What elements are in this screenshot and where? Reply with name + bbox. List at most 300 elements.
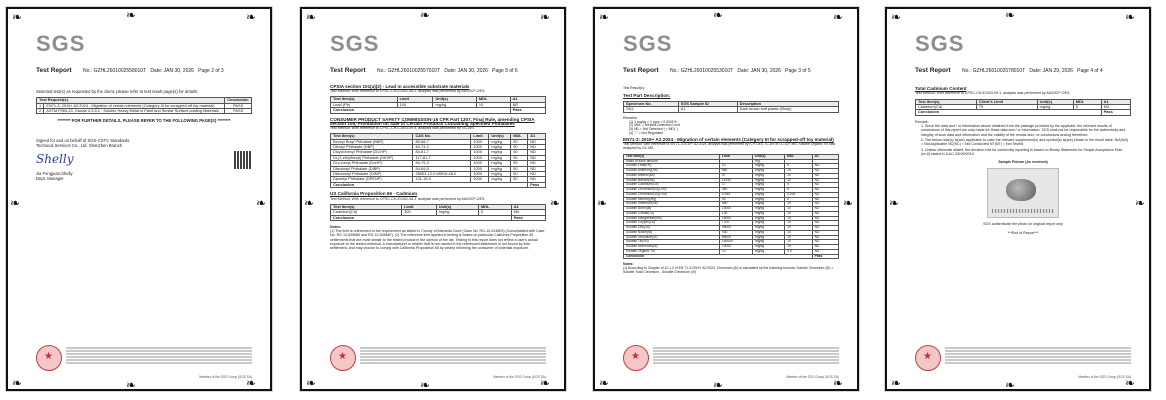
table-cell: 10 — [785, 226, 813, 231]
table-cell: mg/kg — [753, 226, 785, 231]
table-cell: mg/kg — [753, 202, 785, 207]
table-cell: Di-n-hexyl Phthalate (DnHP) — [331, 161, 413, 166]
table-cell: mg/kg — [753, 192, 785, 197]
table-cell: Conclusion — [624, 254, 813, 259]
border-ornament: ❧ — [420, 378, 431, 392]
table-cell: ND — [528, 177, 546, 182]
table-cell: mg/kg — [489, 139, 511, 144]
table-header: A1 — [812, 154, 838, 159]
notes-title: Notes: — [623, 262, 634, 267]
table-cell: 130 — [719, 211, 752, 216]
table-cell: ND — [812, 245, 838, 250]
table-cell: Soluble Copper(Cu) — [624, 221, 720, 226]
table-cell: Soluble Cobalt(Co) — [624, 211, 720, 216]
table-cell: - — [785, 159, 813, 164]
report-number: No.: GZHL2601002553010T — [670, 68, 734, 74]
table-header: Unit(s) — [433, 97, 476, 102]
table-cell: 7700 — [719, 221, 752, 226]
report-title: Test Report — [623, 67, 659, 74]
page-footer — [36, 345, 252, 379]
part-description-table — [623, 101, 839, 113]
table-cell: 460 — [719, 202, 752, 207]
section-title: EN71-3: 2019+ A2:2024 - Migration of certain elements (Category III for scrapped-off toy material) — [623, 137, 834, 143]
table-cell: mg/kg — [489, 155, 511, 160]
sgs-logo: SGS — [915, 31, 965, 56]
table-header: Unit(s) — [436, 204, 478, 209]
table-cell: Soluble Nickel(Ni) — [624, 230, 720, 235]
photo-caption: SGS authenticate the photo on original report only — [983, 222, 1063, 227]
table-header: Test Request(s) — [37, 98, 225, 103]
report-body — [330, 85, 546, 253]
member-text: Member of the SGS Group (SGS SA) — [1078, 375, 1131, 379]
table-header: Unit(s) — [1037, 99, 1073, 104]
table-cell: 10 — [785, 207, 813, 212]
table-cell: - — [812, 159, 838, 164]
table-cell: ND — [511, 210, 545, 215]
table-cell: Conclusion — [331, 182, 528, 187]
table-cell: 100 — [397, 102, 433, 107]
table-cell: 94 — [719, 197, 752, 202]
table-cell: 75 — [976, 105, 1037, 110]
table-cell: 10 — [785, 202, 813, 207]
table-cell: 15000 — [719, 216, 752, 221]
report-date: Date: JAN 30, 2026 — [150, 68, 194, 74]
table-header: Test Item(s) — [331, 97, 398, 102]
report-body — [36, 89, 252, 184]
table-cell: 56000 — [719, 235, 752, 240]
remark-line: (2) MDL = Method Detection Limit — [629, 123, 680, 128]
page-number: Page 2 of 3 — [198, 68, 224, 74]
border-top — [593, 7, 859, 23]
table-cell: 70000 — [719, 245, 752, 250]
border-ornament: ❧ — [889, 196, 900, 210]
table-cell: 18750 — [719, 178, 752, 183]
table-cell: Dark brown soft plastic (Body) — [737, 107, 838, 112]
table-cell: 17 — [719, 183, 752, 188]
table-cell: ND — [812, 178, 838, 183]
section-title: Test Part Description: — [623, 92, 671, 98]
border-ornament: ❧ — [540, 376, 551, 390]
table-cell: 84-69-5 — [413, 166, 471, 171]
report-title: Test Report — [36, 67, 72, 74]
cadmium-table — [330, 204, 546, 221]
table-cell: 1000 — [471, 161, 489, 166]
table-cell: 5 — [1073, 105, 1101, 110]
test-method: Test Method: With reference to CPSC-CH-E1002-08.3, analysis was performed by AAS/ICP-OES. — [330, 196, 486, 201]
total-cadmium-table — [915, 99, 1131, 116]
member-text: Member of the SGS Group (SGS SA) — [786, 375, 839, 379]
report-date: Date: JAN 29, 2026 — [1029, 68, 1073, 74]
table-cell: 46000 — [719, 226, 752, 231]
border-ornament: ❧ — [1125, 10, 1136, 24]
remark-line: 1. Since the data and / or information above obtained from the package provided by the applicant, the relevant results of conclusions of this report are only made for these data and / or information. SGS shall not be responsible for the authenticity and integrity of such data and information and the validity of the results and / or conclusions arising therefrom. — [921, 124, 1126, 137]
signed-statement: Signed for and on behalf of SGS-CSTC Standards Technical Services Co., Ltd. Shenzhen Branch — [36, 137, 130, 148]
page-number: Page 4 of 4 — [1077, 68, 1103, 74]
border-ornament: ❧ — [420, 8, 431, 22]
test-method: Test Method: With reference to CPSC-CH-E1003-09.1, analysis was performed by AAS/ICP-OES. — [915, 91, 1071, 96]
table-cell: mg/kg — [753, 178, 785, 183]
remark-title: Remark: — [915, 119, 929, 124]
border-ornament: ❧ — [306, 10, 317, 24]
table-cell: EN71-3: 2019+ A2:2024 - Migration of certain elements (Category III for scrapped-off toy material) — [44, 103, 225, 108]
table-cell: Diisobutyl Phthalate (DIBP) — [331, 166, 413, 171]
table-cell: 0.025 — [785, 192, 813, 197]
seal-stamp — [915, 345, 941, 371]
table-cell: 50 — [511, 150, 528, 155]
seal-stamp — [330, 345, 356, 371]
table-header: CAS No. — [413, 134, 471, 139]
table-header: A1 — [1101, 99, 1130, 104]
table-cell: ND — [812, 226, 838, 231]
table-header: MDL — [1073, 99, 1101, 104]
table-cell: Conclusion — [331, 215, 512, 220]
star-icon: ★ — [631, 351, 640, 362]
table-cell: mg/kg — [753, 169, 785, 174]
seal-stamp — [623, 345, 649, 371]
table-cell: Soluble Cadmium(Cd) — [624, 183, 720, 188]
table-cell: 47 — [719, 173, 752, 178]
border-ornament: ❧ — [126, 8, 137, 22]
conclusion-row — [916, 110, 1131, 115]
section-title: US California Proposition 65 - Cadmium — [330, 191, 418, 197]
border-ornament: ❧ — [713, 378, 724, 392]
border-ornament: ❧ — [1135, 196, 1146, 210]
table-cell: 5 — [785, 197, 813, 202]
sgs-logo: SGS — [623, 31, 673, 56]
report-header — [36, 67, 252, 74]
border-ornament: ❧ — [540, 10, 551, 24]
conclusion-row — [331, 108, 546, 113]
table-header: Test Item(s) — [624, 154, 720, 159]
table-cell: ND — [812, 197, 838, 202]
page-footer — [623, 345, 839, 379]
remark-line: 2. The below note(s) is(are) applicable to case the relevant supplement(s) and symbol(s) is(are) shown in the result table: N/A(NA) = Not Applicable NC(NC) = Not Conducted NT(NT) = Not Tested — [921, 138, 1129, 147]
table-cell: 1000 — [471, 172, 489, 177]
table-cell: Soluble Aluminum(Al) — [624, 245, 720, 250]
report-page-4 — [884, 6, 1152, 392]
table-cell: 15000 — [719, 207, 752, 212]
border-ornament: ❧ — [891, 376, 902, 390]
table-cell: 460 — [719, 188, 752, 193]
table-cell: 10 — [785, 235, 813, 240]
table-cell: 10 — [785, 245, 813, 250]
report-date: Date: JAN 30, 2026 — [737, 68, 781, 74]
star-icon: ★ — [338, 351, 347, 362]
table-cell: Lead (Pb) — [331, 102, 398, 107]
notes-text: (1) According to Chapter of 10.1.2 of EN 71-3:2019+ A2:2024, Chromium (III) is calculated by the following formula: Soluble Chromium (III) = Soluble Total Chromium - Soluble Chromium (VI) — [623, 266, 834, 275]
border-ornament: ❧ — [833, 10, 844, 24]
ruler — [992, 209, 1054, 213]
table-cell: 12 — [719, 249, 752, 254]
table-cell: Cadmium(Cd) — [916, 105, 977, 110]
table-cell: ND — [812, 192, 838, 197]
table-cell: mg/kg — [753, 164, 785, 169]
section-title: CPSIA section 101(a)(2) - Lead in accessible substrate materials — [330, 84, 470, 89]
report-title: Test Report — [330, 67, 366, 74]
table-header: MDL — [785, 154, 813, 159]
table-cell: Soluble Boron(B) — [624, 207, 720, 212]
border-ornament: ❧ — [713, 8, 724, 22]
fine-print — [66, 347, 252, 365]
border-ornament: ❧ — [833, 376, 844, 390]
conclusion-row — [624, 254, 839, 259]
member-text: Member of the SGS Group (SGS SA) — [493, 375, 546, 379]
table-cell: ND — [510, 102, 545, 107]
table-cell: mg/kg — [489, 161, 511, 166]
table-header: Specimen No. — [624, 101, 679, 106]
table-cell: 84-75-3 — [413, 161, 471, 166]
table-cell: 1000 — [471, 177, 489, 182]
table-cell: 84-74-2 — [413, 145, 471, 150]
table-cell: ND — [812, 173, 838, 178]
table-cell: Pass — [528, 182, 546, 187]
border-ornament: ❧ — [599, 376, 610, 390]
table-cell: SN1 — [624, 107, 679, 112]
table-cell: ND — [812, 230, 838, 235]
table-cell: mg/kg — [489, 150, 511, 155]
table-cell: 85-68-7 — [413, 139, 471, 144]
table-cell: mg/kg — [489, 177, 511, 182]
table-cell: mg/kg — [753, 173, 785, 178]
table-header: MDL — [511, 134, 528, 139]
remark-line: (3) ND = Not Detected ( < MDL ) — [629, 127, 678, 132]
border-ornament: ❧ — [550, 196, 561, 210]
table-cell: ND — [812, 169, 838, 174]
table-cell: 1000 — [471, 166, 489, 171]
table-cell: ND — [812, 235, 838, 240]
results-title: Test Result(s): — [623, 86, 645, 90]
border-ornament: ❧ — [12, 376, 23, 390]
border-ornament: ❧ — [599, 10, 610, 24]
table-cell: mg/kg — [753, 221, 785, 226]
table-header: A1 — [510, 97, 545, 102]
table-cell: mg/kg — [1037, 105, 1073, 110]
table-header: Limit — [719, 154, 752, 159]
table-cell: - — [719, 159, 752, 164]
table-header: Unit(s) — [489, 134, 511, 139]
table-header: Conclusion — [225, 98, 252, 103]
table-cell: 10 — [785, 216, 813, 221]
border-ornament: ❧ — [12, 10, 23, 24]
table-cell: 10 — [785, 173, 813, 178]
remark-line: (4) "-" = Not Regulated — [629, 131, 664, 136]
table-cell: Cadmium(Cd) — [331, 210, 402, 215]
phthalates-table — [330, 133, 546, 188]
border-ornament: ❧ — [10, 196, 21, 210]
fine-print — [945, 347, 1131, 365]
table-cell: 300 — [402, 210, 437, 215]
fine-print — [360, 347, 546, 365]
table-cell: 5 — [785, 183, 813, 188]
table-cell: Benzyl Butyl Phthalate (BBP) — [331, 139, 413, 144]
table-cell: Diisononyl Phthalate (DINP) — [331, 172, 413, 177]
elements-table — [623, 154, 839, 260]
sgs-logo: SGS — [330, 31, 380, 56]
section-title: Total Cadmium Content — [915, 86, 967, 91]
table-cell: mg/kg — [753, 188, 785, 193]
table-cell: Soluble Chromium(VI)(CrVI) — [624, 192, 720, 197]
table-cell: ND — [528, 155, 546, 160]
remarks-title: Remarks: — [623, 115, 638, 120]
table-cell: Dicyclohexyl Phthalate (DCHP) — [331, 150, 413, 155]
report-number: No.: GZHL2601002558010T — [83, 68, 147, 74]
table-cell: Mass of trace amount — [624, 159, 720, 164]
border-ornament: ❧ — [246, 376, 257, 390]
table-cell: 50 — [511, 139, 528, 144]
table-cell: Soluble Barium(Ba) — [624, 178, 720, 183]
border-ornament: ❧ — [1005, 8, 1016, 22]
intro-text: Selected test(s) as requested by the client, please refer to test result page(s) for details: — [36, 89, 199, 94]
table-cell: Di-(2-ethylhexyl) Phthalate (DEHP) — [331, 155, 413, 160]
table-cell: PASS — [225, 103, 252, 108]
border-right — [564, 7, 566, 391]
table-cell: 28553-12-0 68515-48-0 — [413, 172, 471, 177]
table-cell: ND — [812, 207, 838, 212]
table-cell: Pass — [511, 215, 545, 220]
report-header — [915, 67, 1131, 74]
conclusion-row — [331, 215, 546, 220]
border-ornament: ❧ — [126, 378, 137, 392]
border-ornament: ❧ — [843, 196, 854, 210]
report-body — [623, 87, 839, 278]
table-cell: mg/kg — [489, 172, 511, 177]
table-cell: mg — [753, 159, 785, 164]
table-cell: 930 — [719, 230, 752, 235]
conclusion-row — [331, 182, 546, 187]
table-cell: 50 — [511, 155, 528, 160]
table-cell: Soluble Tin(Sn) — [624, 240, 720, 245]
table-cell: mg/kg — [436, 210, 478, 215]
remark-line: (1) 1 mg/kg = 1 ppm = 0.0001% — [629, 119, 677, 124]
section-title: CONSUMER PRODUCT SAFETY COMMISSION-16 CFR Part 1307, Final Rule, amending CPSIA section 108, Prohibition on Sale of Certain Products Containing Specified Phthalates — [330, 116, 535, 126]
table-cell: mg/kg — [753, 207, 785, 212]
table-cell: mg/kg — [753, 211, 785, 216]
table-cell: ND — [528, 139, 546, 144]
table-cell: Soluble Arsenic(As) — [624, 173, 720, 178]
table-cell: ND — [812, 202, 838, 207]
table-header: Test Item(s) — [331, 204, 402, 209]
table-cell: 0.053 — [719, 192, 752, 197]
report-header — [330, 67, 546, 74]
border-top — [300, 7, 566, 23]
table-cell: ND — [812, 188, 838, 193]
signer-title: Dept. Manager — [36, 176, 64, 182]
table-cell: Soluble Chromium(III)(CrIII) — [624, 188, 720, 193]
table-cell: mg/kg — [753, 249, 785, 254]
table-cell: 1000 — [471, 139, 489, 144]
table-cell: 180000 — [719, 240, 752, 245]
table-cell: ND — [528, 150, 546, 155]
table-cell: 10 — [476, 102, 510, 107]
table-cell: 1000 — [471, 145, 489, 150]
sample-object — [1006, 179, 1036, 201]
table-cell: ND — [528, 172, 546, 177]
member-text: Member of the SGS Group (SGS SA) — [199, 375, 252, 379]
page-number: Page 3 of 5 — [785, 68, 811, 74]
test-method: Test Method: With reference to CPSC-CH-C1001-09.4, analysis was performed by GC-MS. — [330, 126, 475, 131]
table-cell: mg/kg — [489, 166, 511, 171]
qr-code — [234, 151, 252, 169]
border-left — [593, 7, 595, 391]
table-header: SGS Sample ID — [678, 101, 737, 106]
table-header: Limit — [397, 97, 433, 102]
border-left — [300, 7, 302, 391]
star-icon: ★ — [44, 351, 53, 362]
table-cell: ND — [528, 161, 546, 166]
table-header: Test Item(s) — [916, 99, 977, 104]
border-right — [270, 7, 272, 391]
sgs-logo: SGS — [36, 31, 86, 56]
table-cell: 23 — [719, 164, 752, 169]
report-number: No.: GZHL2601002578010T — [962, 68, 1026, 74]
table-cell: 50 — [511, 177, 528, 182]
table-cell: 50 — [511, 161, 528, 166]
table-header: MDL — [479, 204, 512, 209]
border-ornament: ❧ — [1005, 378, 1016, 392]
table-cell: 10 — [785, 230, 813, 235]
table-cell: 2 — [37, 109, 44, 114]
table-header: Test Item(s) — [331, 134, 413, 139]
notes-text: (1) The limit is referenced to the requirement as stated in County of Alameda Court (Case No. RG-10-514803) (Consolidated with Case No. RG 10-545685 and RG 10-545687). (2) The reference limit applied in testing is based on particular California Proposition 65 settlements that are most similar to the tested product in the opinion of the lab. Testing to this report does not reflect a user's actual exposure to the tested chemical. A manufacturer or retailer that is not named in the referenced settlement is not bound by that settlement, and may choose to comply with California Proposition 65 by clearly informing the consumer of potential exposure. — [330, 229, 545, 250]
table-cell: Soluble Zinc(Zn) — [624, 226, 720, 231]
table-cell: Pass — [812, 254, 838, 259]
test-request-table — [36, 97, 252, 114]
seal-stamp — [36, 345, 62, 371]
table-header: Unit(s) — [753, 154, 785, 159]
border-ornament: ❧ — [256, 196, 267, 210]
report-page-2 — [299, 6, 567, 392]
table-cell: Soluble Manganese(Mn) — [624, 216, 720, 221]
table-cell: mg/kg — [753, 230, 785, 235]
table-cell: ND — [528, 145, 546, 150]
border-top — [885, 7, 1151, 23]
table-cell: Pass — [1101, 110, 1130, 115]
table-cell: Soluble Strontium(Sr) — [624, 235, 720, 240]
table-cell: Soluble Antimony(Sb) — [624, 169, 720, 174]
table-cell: 5 — [785, 164, 813, 169]
table-header: Description — [737, 101, 838, 106]
table-header: MDL — [476, 97, 510, 102]
table-cell: 10 — [785, 178, 813, 183]
further-details: ******** FOR FURTHER DETAILS, PLEASE REFER TO THE FOLLOWING PAGE(S) ******** — [57, 118, 231, 124]
table-cell: Conclusion — [331, 108, 511, 113]
border-ornament: ❧ — [597, 196, 608, 210]
table-cell: mg/kg — [753, 245, 785, 250]
table-header: A1 — [528, 134, 546, 139]
table-cell: ND — [812, 216, 838, 221]
table-cell: mg/kg — [489, 145, 511, 150]
table-cell: 1000 — [471, 150, 489, 155]
lead-table — [330, 96, 546, 113]
end-of-report: ***End of Report*** — [1007, 230, 1039, 235]
table-cell: mg/kg — [753, 240, 785, 245]
report-date: Date: JAN 30, 2026 — [444, 68, 488, 74]
report-number: No.: GZHL2601002557010T — [377, 68, 441, 74]
table-cell: 50 — [511, 145, 528, 150]
table-cell: 1 — [37, 103, 44, 108]
photo-title: Sample Picture (As received) — [998, 160, 1048, 165]
remark-line: 3. Unless otherwise stated, the decision rule for conformity reporting is based on Binary Statement for Simple Acceptance Rule (w=0) stated in ILAC-G8:09/2019. — [921, 147, 1123, 156]
border-left — [885, 7, 887, 391]
table-cell: Soluble Organic Tin — [624, 249, 720, 254]
border-ornament: ❧ — [246, 10, 257, 24]
table-cell: ND — [1101, 105, 1130, 110]
border-ornament: ❧ — [304, 196, 315, 210]
table-header: Client's Limit — [976, 99, 1037, 104]
table-cell: Soluble Selenium(Se) — [624, 202, 720, 207]
table-cell: ND — [812, 249, 838, 254]
table-header: Limit — [471, 134, 489, 139]
